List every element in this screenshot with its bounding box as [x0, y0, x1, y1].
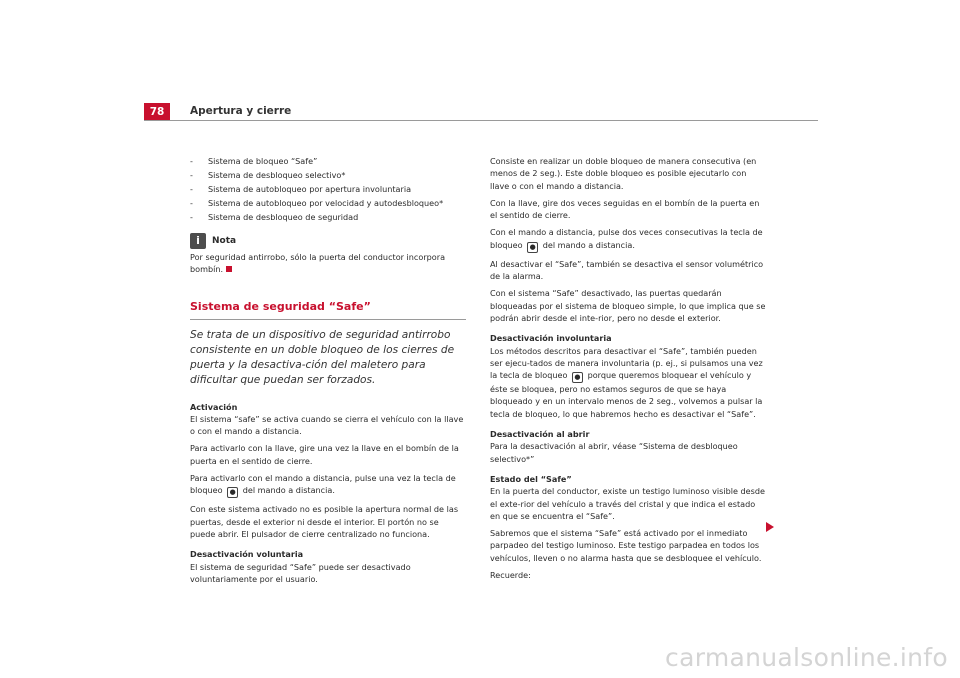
watermark: carmanualsonline.info [665, 643, 948, 672]
subheading-desactivacion-al-abrir: Desactivación al abrir [490, 429, 590, 440]
paragraph: Para activarlo con la llave, gire una vez la llave en el bombín de la puerta en el sentido de cierre. [190, 443, 459, 466]
paragraph: Consiste en realizar un doble bloqueo de manera consecutiva (en menos de 2 seg.). Este doble bloqueo es posible ejecutarlo con llave o con el mando a distancia. [490, 156, 757, 191]
paragraph: Con la llave, gire dos veces seguidas en el bombín de la puerta en el sentido de cierre. [490, 197, 760, 221]
paragraph [490, 226, 766, 252]
paragraph-part: porque queremos bloquear el vehículo y éste se bloquea, pero no estamos seguros de que se haya bloqueado y en un intervalo menos de 2 seg., volvemos a pulsar la tecla de bloqueo, lo que habremos hecho es desactivar el “Safe”. [490, 370, 763, 419]
note-text [190, 251, 466, 276]
paragraph [490, 345, 766, 420]
header-rule [144, 120, 818, 121]
paragraph-part: Los métodos descritos para desactivar el “Safe”, también pueden ser ejecu-tados de manera involuntaria (p. ej., si pulsamos una vez la tecla de bloqueo [490, 345, 763, 381]
subheading-desactivacion-voluntaria: Desactivación voluntaria [190, 549, 304, 560]
list-item: - Sistema de autobloqueo por velocidad y autodesbloqueo* [190, 197, 466, 209]
paragraph: En la puerta del conductor, existe un testigo luminoso visible desde el exte-rior del vehículo a través del cristal y que indica el estado en que se encuentra el “Safe”. [490, 486, 765, 521]
paragraph-part: del mando a distancia. [242, 485, 335, 496]
paragraph: Para la desactivación al abrir, véase “Sistema de desbloqueo selectivo*” [490, 441, 738, 464]
note-header [190, 233, 466, 249]
paragraph: El sistema “safe” se activa cuando se cierra el vehículo con la llave o con el mando a distancia. [190, 413, 464, 437]
feature-list [190, 155, 466, 223]
paragraph [190, 472, 466, 498]
right-column [490, 155, 766, 586]
info-icon: i [190, 233, 206, 249]
list-item: - Sistema de bloqueo “Safe” [190, 155, 466, 167]
paragraph: Con este sistema activado no es posible la apertura normal de las puertas, desde el exterior ni desde el interior. El portón no se puede abrir. El pulsador de cierre centralizado no funciona. [190, 504, 459, 539]
lock-key-icon: ● [572, 372, 583, 383]
list-item: - Sistema de desbloqueo selectivo* [190, 169, 466, 181]
subheading-desactivacion-involuntaria: Desactivación involuntaria [490, 333, 612, 344]
section-lead: Se trata de un dispositivo de seguridad antirrobo consistente en un doble bloqueo de los cierres de puerta y la desactiva-ción del maletero para dificultar que puedan ser forzados. [190, 328, 455, 387]
subheading-activacion: Activación [190, 401, 238, 412]
paragraph: Al desactivar el “Safe”, también se desactiva el sensor volumétrico de la alarma. [490, 258, 764, 282]
paragraph-part: del mando a distancia. [542, 239, 635, 250]
list-item: - Sistema de desbloqueo de seguridad [190, 211, 466, 223]
paragraph-part: Para activarlo con el mando a distancia, pulse una vez la tecla de bloqueo [190, 473, 456, 496]
end-marker-icon [226, 266, 232, 272]
note-title: Nota [212, 235, 237, 246]
lock-key-icon: ● [227, 487, 238, 498]
paragraph-part: Con el mando a distancia, pulse dos veces consecutivas la tecla de bloqueo [490, 227, 763, 250]
lock-key-icon: ● [527, 242, 538, 253]
paragraph: Con el sistema “Safe” desactivado, las puertas quedarán bloqueadas por el sistema de bloqueo simple, lo que implica que se podrán abrir desde el inte-rior, pero no desde el exterior. [490, 288, 766, 323]
continue-arrow-icon [766, 522, 774, 532]
paragraph: El sistema de seguridad “Safe” puede ser desactivado voluntariamente por el usuario. [190, 561, 411, 584]
paragraph: Sabremos que el sistema “Safe” está activado por el inmediato parpadeo del testigo luminoso. Este testigo parpadea en todos los vehículos, lleven o no alarma hasta que se desbloquee el vehículo. [490, 528, 762, 563]
note-body: Por seguridad antirrobo, sólo la puerta del conductor incorpora bombín. [190, 251, 446, 275]
paragraph: Recuerde: [490, 570, 531, 581]
subheading-estado-safe: Estado del “Safe” [490, 473, 572, 484]
left-column [190, 155, 466, 590]
page-number: 78 [144, 103, 170, 120]
list-item: - Sistema de autobloqueo por apertura involuntaria [190, 183, 466, 195]
section-rule [190, 319, 466, 320]
running-title: Apertura y cierre [190, 105, 292, 117]
section-title: Sistema de seguridad “Safe” [190, 300, 371, 314]
